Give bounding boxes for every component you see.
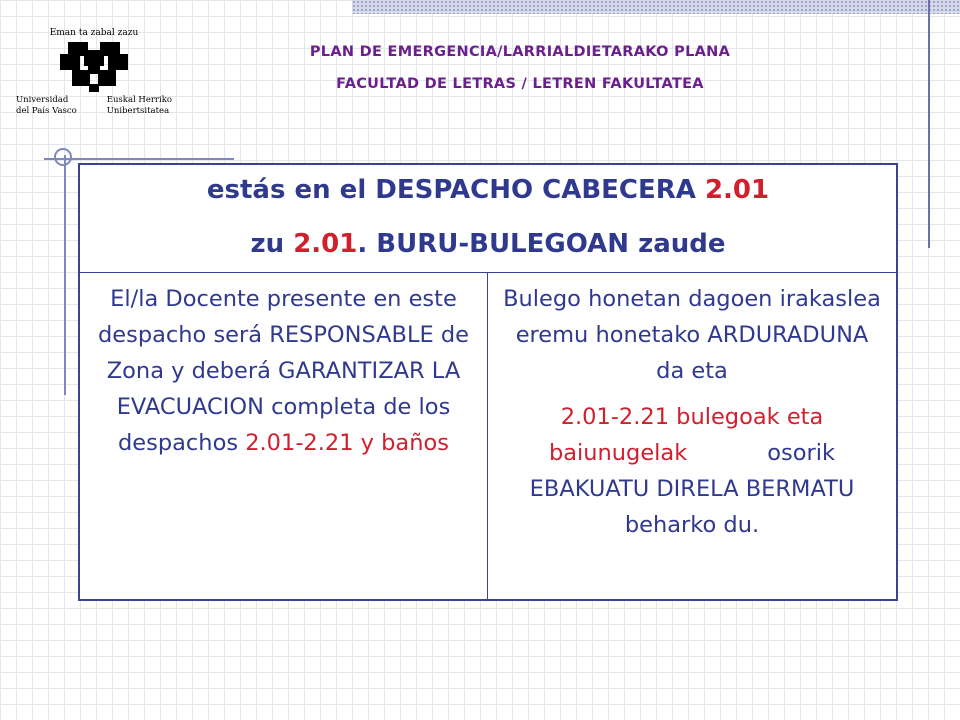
- corner-circle-ornament: [54, 148, 72, 166]
- rooms-range-basque: 2.01-2.21 bulegoak eta baiunugelak: [548, 404, 824, 466]
- rooms-range-spanish: 2.01-2.21 y baños: [245, 430, 449, 456]
- instructions-basque-part1: Bulego honetan dagoen irakaslea eremu honetako ARDURADUNA da eta: [503, 286, 881, 384]
- left-horizontal-rule: [44, 158, 234, 160]
- left-vertical-rule: [64, 155, 66, 395]
- instructions-basque-part2: 2.01-2.21 bulegoak eta baiunugelak osorik EBAKUATU DIRELA BERMATU beharko du.: [529, 404, 855, 538]
- heading-spanish: estás en el DESPACHO CABECERA 2.01: [206, 175, 770, 205]
- logo-name-eu: Euskal Herriko Unibertsitatea: [106, 95, 172, 116]
- header-title-plan: PLAN DE EMERGENCIA/LARRIALDIETARAKO PLANA: [309, 44, 731, 60]
- card-heading: [80, 165, 896, 273]
- instructions-spanish: El/la Docente presente en este despacho será RESPONSABLE de Zona y deberá GARANTIZAR LA EVACUACION completa de los despachos 2.01-2.21 y baños: [80, 273, 488, 601]
- university-logo: [14, 28, 174, 128]
- logo-motto: Eman ta zabal zazu: [49, 28, 139, 38]
- header-title-faculty: FACULTAD DE LETRAS / LETREN FAKULTATEA: [336, 76, 704, 92]
- logo-names: [14, 95, 174, 117]
- instructions-basque: [488, 273, 896, 601]
- university-emblem-icon: [58, 40, 130, 92]
- heading-room-number-eu: 2.01: [293, 229, 358, 259]
- emergency-info-card: [78, 163, 898, 601]
- heading-basque: zu 2.01. BURU-BULEGOAN zaude: [250, 229, 726, 259]
- logo-name-es: Universidad del País Vasco: [16, 95, 77, 116]
- top-decorative-band: [352, 0, 960, 14]
- heading-room-number: 2.01: [704, 175, 770, 205]
- right-vertical-rule: [928, 0, 930, 248]
